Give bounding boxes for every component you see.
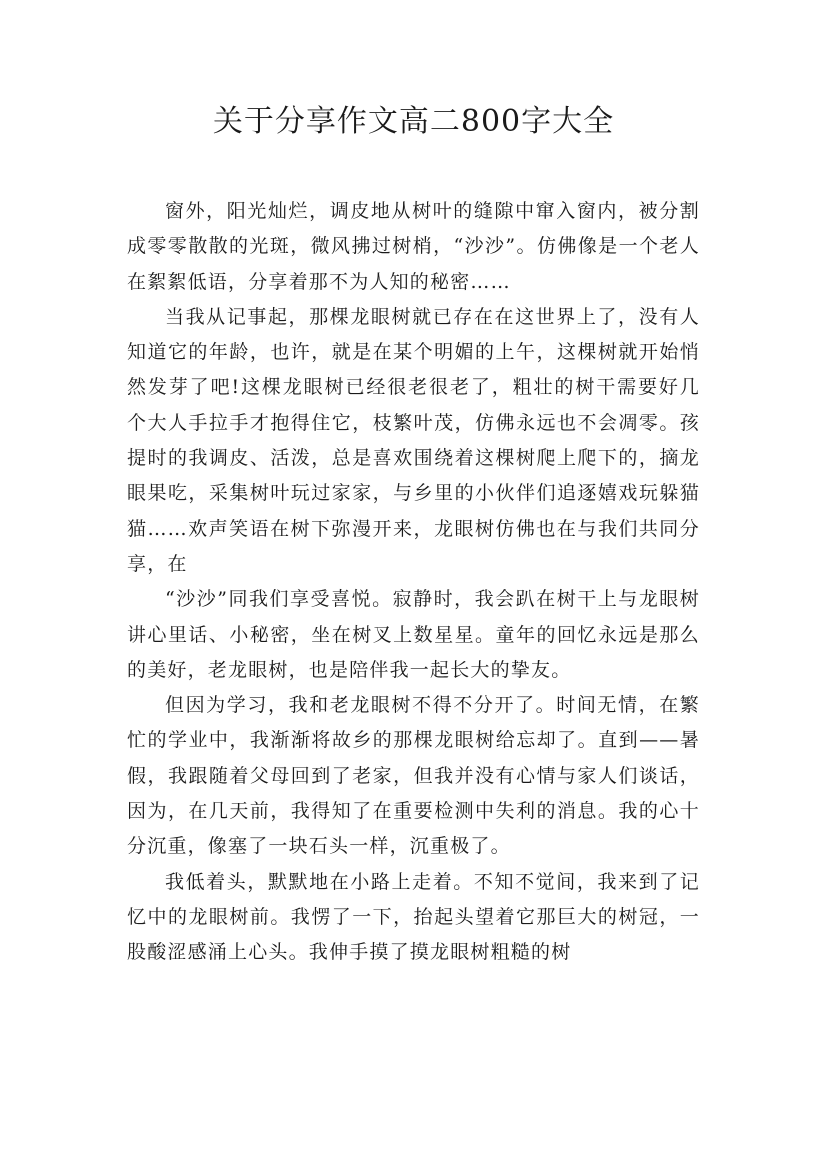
document-title: 关于分享作文高二800字大全: [212, 104, 615, 139]
paragraph: “沙沙”同我们享受喜悦。寂静时，我会趴在树干上与龙眼树讲心里话、小秘密，坐在树叉上数星星。童年的回忆永远是那么的美好，老龙眼树，也是陪伴我一起长大的挚友。: [127, 588, 700, 681]
paragraph: 但因为学习，我和老龙眼树不得不分开了。时间无情，在繁忙的学业中，我渐渐将故乡的那棵龙眼树给忘却了。直到——暑假，我跟随着父母回到了老家，但我并没有心情与家人们谈话，因为，在几天前，我得知了在重要检测中失利的消息。我的心十分沉重，像塞了一块石头一样，沉重极了。: [127, 694, 700, 858]
document-body: [127, 194, 700, 971]
paragraph: 当我从记事起，那棵龙眼树就已存在在这世界上了，没有人知道它的年龄，也许，就是在某个明媚的上午，这棵树就开始悄然发芽了吧!这棵龙眼树已经很老很老了，粗壮的树干需要好几个大人手拉手才抱得住它，枝繁叶茂，仿佛永远也不会凋零。孩提时的我调皮、活泼，总是喜欢围绕着这棵树爬上爬下的，摘龙眼果吃，采集树叶玩过家家，与乡里的小伙伴们追逐嬉戏玩躲猫猫……欢声笑语在树下弥漫开来，龙眼树仿佛也在与我们共同分享，在: [127, 305, 700, 575]
paragraph: 我低着头，默默地在小路上走着。不知不觉间，我来到了记忆中的龙眼树前。我愣了一下，抬起头望着它那巨大的树冠，一股酸涩感涌上心头。我伸手摸了摸龙眼树粗糙的树: [127, 870, 700, 964]
paragraph: 窗外，阳光灿烂，调皮地从树叶的缝隙中窜入窗内，被分割成零零散散的光斑，微风拂过树梢，“沙沙”。仿佛像是一个老人在絮絮低语，分享着那不为人知的秘密……: [127, 200, 700, 293]
